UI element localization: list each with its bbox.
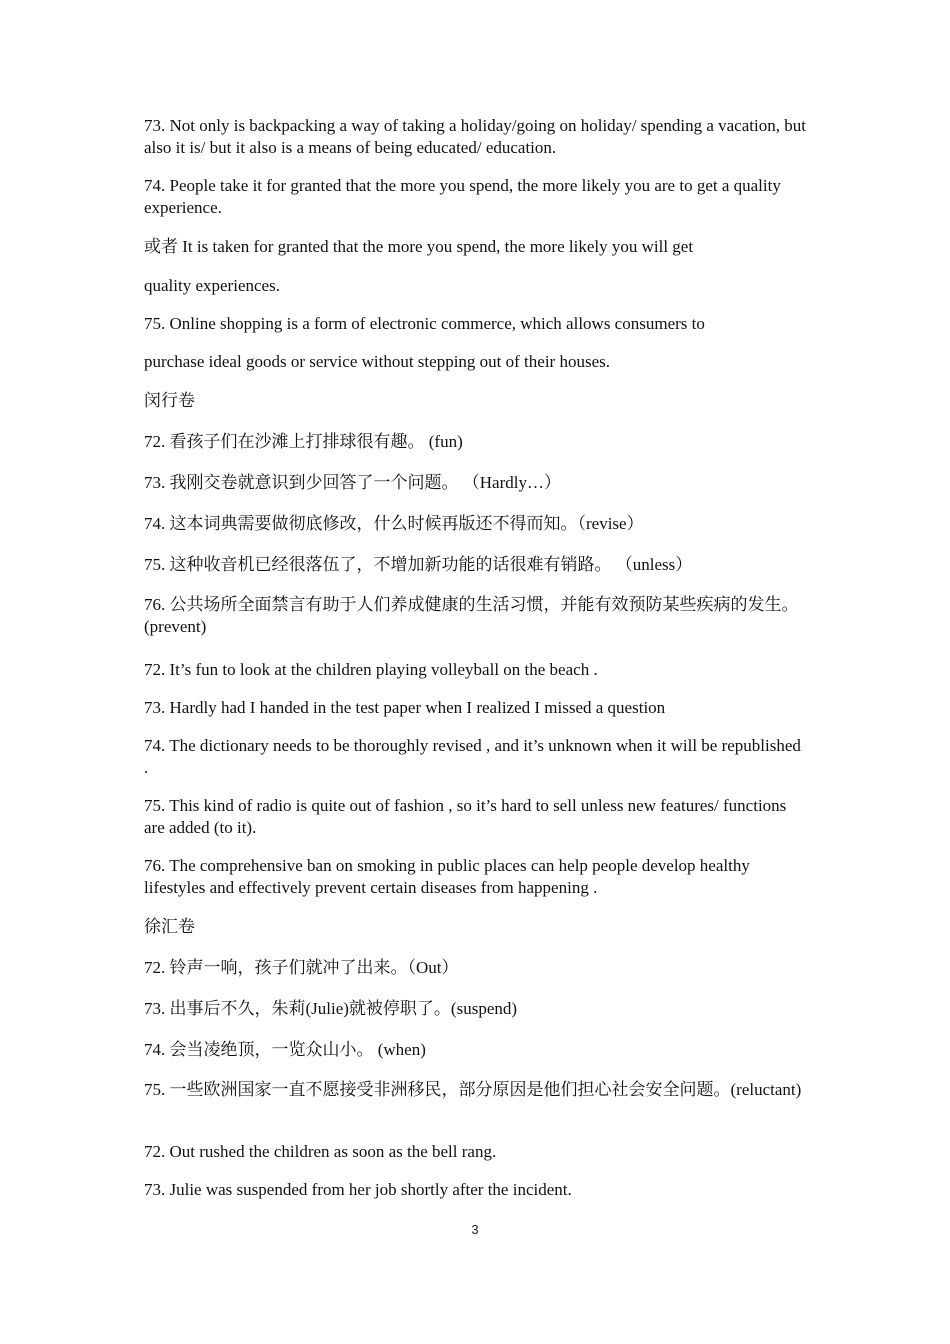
paragraph-74-alternative: 或者 It is taken for granted that the more you spend, the more likely you will get	[144, 237, 694, 256]
question-74-minhang: 74. 这本词典需要做彻底修改，什么时候再版还不得而知。（revise）	[144, 514, 644, 533]
question-75-xuhui: 75. 一些欧洲国家一直不愿接受非洲移民，部分原因是他们担心社会安全问题。(reluctant)	[144, 1080, 802, 1099]
paragraph-73-answer-backpacking: 73. Not only is backpacking a way of taking a holiday/going on holiday/ spending a vacation, but also it is/ but it also is a means of being educated/ education.	[144, 116, 806, 157]
question-74-xuhui: 74. 会当凌绝顶，一览众山小。 (when)	[144, 1040, 426, 1059]
question-73-xuhui: 73. 出事后不久，朱莉(Julie)就被停职了。(suspend)	[144, 999, 518, 1018]
answer-73-xuhui: 73. Julie was suspended from her job shortly after the incident.	[144, 1180, 572, 1199]
section-heading-xuhui: 徐汇卷	[144, 917, 195, 936]
answer-72-xuhui: 72. Out rushed the children as soon as the bell rang.	[144, 1142, 497, 1161]
paragraph-75-answer-shopping: 75. Online shopping is a form of electronic commerce, which allows consumers to	[144, 314, 705, 333]
question-76-minhang: 76. 公共场所全面禁言有助于人们养成健康的生活习惯，并能有效预防某些疾病的发生。(prevent)	[144, 595, 799, 636]
page-number: 3	[471, 1222, 479, 1237]
question-75-minhang: 75. 这种收音机已经很落伍了，不增加新功能的话很难有销路。 （unless）	[144, 555, 693, 574]
answer-76-minhang: 76. The comprehensive ban on smoking in public places can help people develop healthy lifestyles and effectively prevent certain diseases from happening .	[144, 856, 750, 897]
paragraph-74-alternative-cont: quality experiences.	[144, 276, 280, 295]
question-72-xuhui: 72. 铃声一响，孩子们就冲了出来。（Out）	[144, 958, 459, 977]
answer-73-minhang: 73. Hardly had I handed in the test paper when I realized I missed a question	[144, 698, 666, 717]
answer-74-minhang: 74. The dictionary needs to be thoroughly revised , and it’s unknown when it will be republished .	[144, 736, 801, 777]
answer-75-minhang: 75. This kind of radio is quite out of fashion , so it’s hard to sell unless new features/ functions are added (to it).	[144, 796, 787, 837]
paragraph-75-answer-shopping-cont: purchase ideal goods or service without stepping out of their houses.	[144, 352, 610, 371]
answer-72-minhang: 72. It’s fun to look at the children playing volleyball on the beach .	[144, 660, 598, 679]
question-72-minhang: 72. 看孩子们在沙滩上打排球很有趣。 (fun)	[144, 432, 463, 451]
paragraph-74-answer-quality: 74. People take it for granted that the more you spend, the more likely you are to get a quality experience.	[144, 176, 781, 217]
question-73-minhang: 73. 我刚交卷就意识到少回答了一个问题。 （Hardly…）	[144, 473, 561, 492]
section-heading-minhang: 闵行卷	[144, 391, 195, 410]
